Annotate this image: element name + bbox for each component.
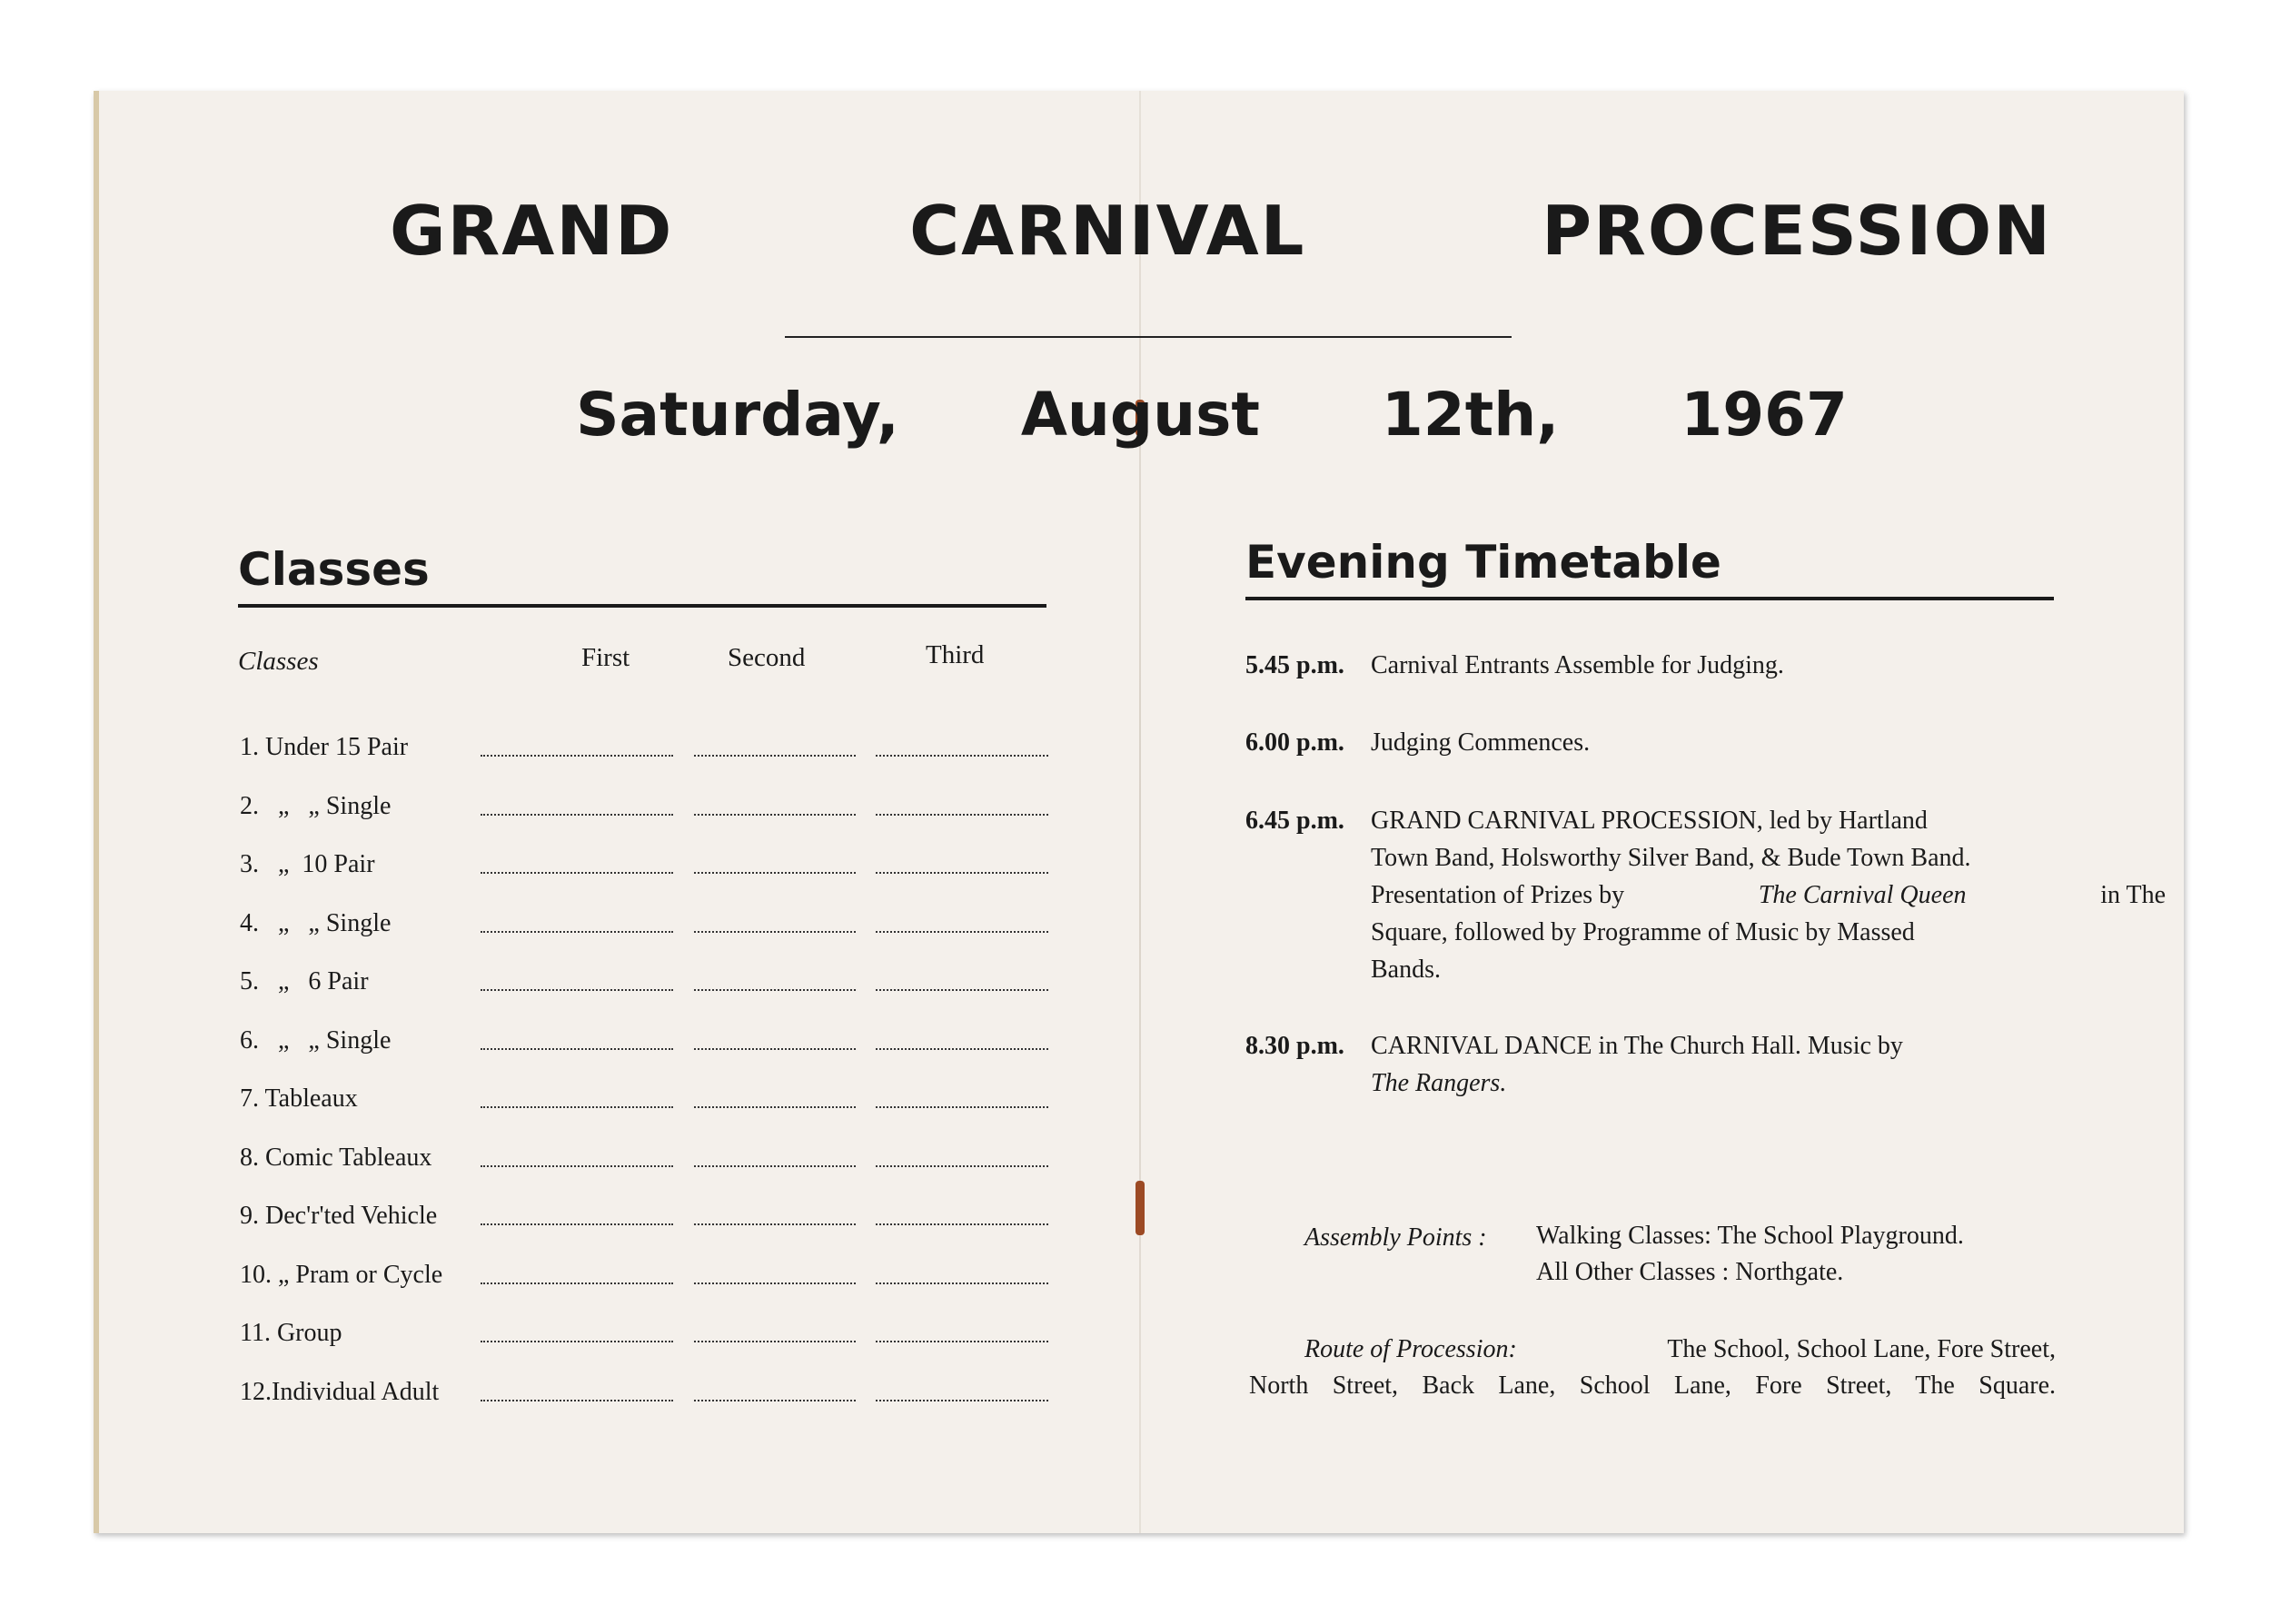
second-place-field[interactable] bbox=[694, 814, 856, 816]
route-line2: North Street, Back Lane, School Lane, Fore Street, The Square. bbox=[1249, 1371, 2056, 1400]
carnival-queen-text: The Carnival Queen bbox=[1758, 881, 1967, 909]
third-place-field[interactable] bbox=[876, 1341, 1048, 1342]
entry-line: Town Band, Holsworthy Silver Band, & Bude Town Band. bbox=[1371, 844, 1971, 872]
class-row bbox=[240, 1026, 1148, 1063]
second-place-field[interactable] bbox=[694, 1048, 856, 1050]
third-place-field[interactable] bbox=[876, 931, 1048, 933]
route-label: Route of Procession: bbox=[1304, 1335, 1517, 1363]
class-row bbox=[240, 1261, 1148, 1297]
third-place-field[interactable] bbox=[876, 1106, 1048, 1108]
entry-text: Judging Commences. bbox=[1371, 728, 1591, 757]
second-place-field[interactable] bbox=[694, 931, 856, 933]
title-word: CARNIVAL bbox=[909, 191, 1306, 271]
third-place-field[interactable] bbox=[876, 755, 1048, 757]
class-label: 7. Tableaux bbox=[240, 1084, 358, 1113]
entry-text bbox=[1371, 802, 2166, 988]
first-place-field[interactable] bbox=[481, 1165, 673, 1167]
third-place-field[interactable] bbox=[876, 1282, 1048, 1284]
third-place-field[interactable] bbox=[876, 814, 1048, 816]
class-label: 12.Individual Adult bbox=[240, 1377, 440, 1406]
date-word: 1967 bbox=[1681, 380, 1848, 450]
third-place-field[interactable] bbox=[876, 1165, 1048, 1167]
entry-line: Square, followed by Programme of Music by Massed bbox=[1371, 918, 1915, 946]
class-label: 8. Comic Tableaux bbox=[240, 1143, 432, 1172]
class-row bbox=[240, 1319, 1148, 1355]
class-row bbox=[240, 850, 1148, 886]
event-date bbox=[576, 380, 1848, 450]
first-place-field[interactable] bbox=[481, 1400, 673, 1401]
entry-line bbox=[1371, 876, 2166, 914]
class-label: 4. „ „ Single bbox=[240, 908, 392, 937]
class-label: 2. „ „ Single bbox=[240, 791, 392, 820]
first-place-field[interactable] bbox=[481, 872, 673, 874]
entry-time: 5.45 p.m. bbox=[1245, 651, 1344, 679]
class-row bbox=[240, 1144, 1148, 1180]
class-row bbox=[240, 792, 1148, 828]
entry-text: Carnival Entrants Assemble for Judging. bbox=[1371, 651, 1784, 679]
first-place-field[interactable] bbox=[481, 989, 673, 991]
timetable-heading: Evening Timetable bbox=[1245, 536, 1721, 589]
class-row bbox=[240, 733, 1148, 769]
classes-heading: Classes bbox=[238, 543, 430, 596]
entry-time: 6.45 p.m. bbox=[1245, 807, 1344, 835]
second-place-field[interactable] bbox=[694, 1106, 856, 1108]
assembly-points-line1: Walking Classes: The School Playground. bbox=[1536, 1222, 1964, 1250]
third-place-field[interactable] bbox=[876, 989, 1048, 991]
class-row bbox=[240, 909, 1148, 946]
first-place-field[interactable] bbox=[481, 1223, 673, 1225]
route-line1: The School, School Lane, Fore Street, bbox=[1667, 1335, 2056, 1363]
third-place-field[interactable] bbox=[876, 1048, 1048, 1050]
title-word: PROCESSION bbox=[1542, 191, 2052, 271]
entry-text bbox=[1371, 1027, 2166, 1102]
class-label: 3. „ 10 Pair bbox=[240, 850, 375, 878]
entry-time: 8.30 p.m. bbox=[1245, 1032, 1344, 1060]
class-row bbox=[240, 1202, 1148, 1238]
entry-line: CARNIVAL DANCE in The Church Hall. Music by bbox=[1371, 1032, 1903, 1060]
second-place-field[interactable] bbox=[694, 1282, 856, 1284]
first-place-field[interactable] bbox=[481, 1282, 673, 1284]
entry-time: 6.00 p.m. bbox=[1245, 728, 1344, 757]
class-row bbox=[240, 1378, 1148, 1414]
first-place-field[interactable] bbox=[481, 814, 673, 816]
second-place-field[interactable] bbox=[694, 1165, 856, 1167]
second-place-field[interactable] bbox=[694, 989, 856, 991]
third-place-field[interactable] bbox=[876, 1223, 1048, 1225]
title-word: GRAND bbox=[390, 191, 674, 271]
assembly-points-label: Assembly Points : bbox=[1304, 1223, 1487, 1252]
column-header-classes: Classes bbox=[238, 647, 319, 676]
class-label: 1. Under 15 Pair bbox=[240, 733, 409, 761]
second-place-field[interactable] bbox=[694, 755, 856, 757]
date-word: Saturday, bbox=[576, 380, 899, 450]
entry-line: Bands. bbox=[1371, 956, 1441, 984]
timetable-heading-rule bbox=[1245, 597, 2054, 600]
column-header-second: Second bbox=[728, 643, 806, 672]
entry-line-part: in The bbox=[2100, 881, 2166, 909]
class-row bbox=[240, 967, 1148, 1004]
first-place-field[interactable] bbox=[481, 1048, 673, 1050]
band-name: The Rangers. bbox=[1371, 1069, 1507, 1097]
date-word: 12th, bbox=[1381, 380, 1560, 450]
page-title bbox=[390, 191, 2052, 271]
assembly-points-line2: All Other Classes : Northgate. bbox=[1536, 1258, 1844, 1286]
class-label: 11. Group bbox=[240, 1319, 342, 1347]
column-header-first: First bbox=[581, 643, 630, 672]
column-header-third: Third bbox=[926, 640, 985, 669]
class-label: 6. „ „ Single bbox=[240, 1025, 392, 1055]
second-place-field[interactable] bbox=[694, 1400, 856, 1401]
class-row bbox=[240, 1084, 1148, 1121]
classes-heading-rule bbox=[238, 604, 1046, 608]
title-divider bbox=[785, 336, 1512, 338]
date-word: August bbox=[1020, 380, 1260, 450]
second-place-field[interactable] bbox=[694, 1223, 856, 1225]
third-place-field[interactable] bbox=[876, 1400, 1048, 1401]
second-place-field[interactable] bbox=[694, 872, 856, 874]
class-label: 9. Dec'r'ted Vehicle bbox=[240, 1202, 438, 1230]
first-place-field[interactable] bbox=[481, 931, 673, 933]
entry-line: GRAND CARNIVAL PROCESSION, led by Hartland bbox=[1371, 807, 1928, 835]
class-label: 10. „ Pram or Cycle bbox=[240, 1260, 443, 1289]
first-place-field[interactable] bbox=[481, 755, 673, 757]
entry-line-part: Presentation of Prizes by bbox=[1371, 881, 1625, 909]
second-place-field[interactable] bbox=[694, 1341, 856, 1342]
first-place-field[interactable] bbox=[481, 1106, 673, 1108]
third-place-field[interactable] bbox=[876, 872, 1048, 874]
first-place-field[interactable] bbox=[481, 1341, 673, 1342]
programme-booklet bbox=[94, 91, 2184, 1533]
class-label: 5. „ 6 Pair bbox=[240, 967, 369, 995]
entry-line bbox=[1371, 1065, 2166, 1102]
